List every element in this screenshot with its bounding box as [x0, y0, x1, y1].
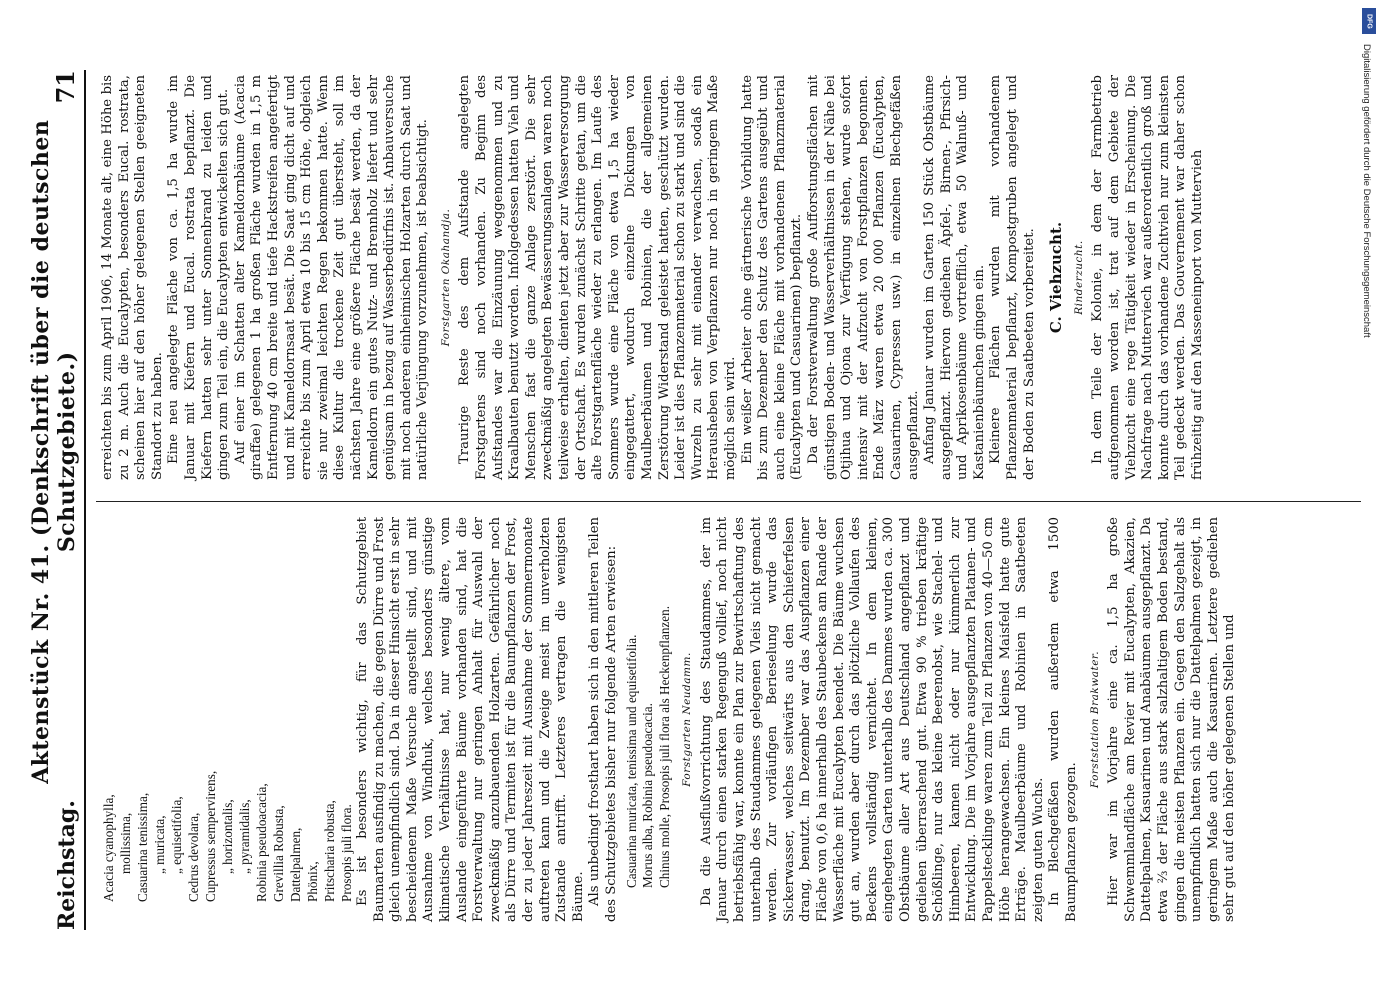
plant-list-item: Grevillia Robusta,: [271, 805, 286, 902]
paragraph: Traurige Reste des dem Aufstande angelegten Forstgartens sind noch vorhanden. Zu Beginn des Aufstandes war die Einzäunung weggenommen und zu Kraalbauten benutzt worden. Infolgedessen hatten Vieh und Menschen fast die ganze Anlage zerstört. Die sehr zweckmäßig angelegten Bewässerungsanlagen waren noch teilweise erhalten, dienten jetzt aber zur Wasserversorgung der Ortschaft. Es wurden zunächst Schritte getan, um die alte Forstgartenfläche wieder zu erlangen. Im Laufe des Sommers wurde eine Fläche von etwa 1,5 ha wieder eingegattert, wodurch einzelne Dickungen von Maulbeerbäumen und Robinien, die der allgemeinen Zerstörung Widerstand geleistet hatten, geschützt wurden. Leider ist dies Pflanzenmaterial schon zu stark und sind die Wurzeln zu sehr mit einander verwachsen, sodaß ein Herausheben von Verpflanzen nur noch in geringem Maße möglich sein wird.: [457, 75, 738, 480]
subheading: Forstgarten Okahandja.: [439, 208, 452, 347]
left-column: [100, 517, 1239, 922]
plant-list-item: Phönix,: [305, 861, 320, 902]
frost-hardy-item: Morus alba, Robinia pseudoacacia.: [640, 703, 656, 888]
plant-list-item: „ muricata,: [152, 815, 167, 874]
paragraph: Ein weißer Arbeiter ohne gärtnerische Vorbildung hatte bis zum Dezember den Schutz des Gartens ausgeübt und auch eine kleine Fläche mit vorhandenem Pflanzmaterial (Eucalypten und Casuarinen) bepflanzt.: [739, 75, 805, 480]
page-header: [28, 70, 86, 930]
plant-list: [100, 517, 355, 922]
paragraph: Da der Forstverwaltung große Aufforstungsflächen mit günstigen Boden- und Wasserverhältnissen in der Nähe bei Otjihua und Ojona zur Verfügung stehen, wurde sofort intensiv mit der Aufzucht von Forstpflanzen begonnen. Ende März waren etwa 20 000 Pflanzen (Eucalypten, Casuarinen, Cypressen usw.) in einzelnen Blechgefäßen ausgepflanzt.: [805, 75, 921, 480]
plant-list-item: „ horizontalis,: [220, 799, 235, 874]
paragraph: Da die Ausflußvorrichtung des Staudammes, der im Januar durch einen starken Regenguß vollief, noch nicht betriebsfähig war, konnte ein Plan zur Bewirtschaftung des unterhalb des Staudammes gelegenen Vleis nicht gemacht werden. Zur vorläufigen Berieselung wurde das Sickerwasser, welches seitwärts aus den Schieferfelsen drang, benutzt. Im Dezember war das Auspflanzen einer Fläche von 0,6 ha innerhalb des Staubeckens am Rande der Wasserfläche mit Eucalypten beendet. Die Bäume wuchsen gut an, wurden aber durch das plötzliche Vollaufen des Beckens vollständig vernichtet. In dem kleinen, eingehegten Garten unterhalb des Dammes wurden ca. 300 Obstbäume aller Art aus Deutschland angepflanzt und gediehen überraschend gut. Etwa 90 % trieben kräftige Schößlinge, nur das kleine Beerenobst, wie Stachel- und Himbeeren, kamen nicht oder nur kümmerlich zur Entwicklung. Die im Vorjahre ausgepflanzten Platanen- und Pappelstecklinge waren zum Teil zu Pflanzen von 40—50 cm Höhe herangewachsen. Ein kleines Maisfeld hatte gute Erträge. Maulbeerbäume und Robinien in Saatbeeten zeigten guten Wuchs.: [698, 517, 1046, 922]
digitization-note-text: Digitalisierung gefördert durch die Deutsche Forschungsgemeinschaft: [1361, 44, 1372, 338]
paragraph: Auf einer im Schatten alter Kameldornbäume (Acacia giraffae) gelegenen 1 ha großen Fläche wurden in 1,5 m Entfernung 40 cm breite und tiefe Hackstreifen angefertigt und mit Kameldornsaat besät. Die Saat ging dicht auf und erreichte bis zum April etwa 10 bis 15 cm Höhe, obgleich sie nur zweimal leichten Regen bekommen hatte. Wenn diese Kultur die trockene Zeit gut übersteht, soll im nächsten Jahre eine größere Fläche besät werden, da der Kameldorn ein gutes Nutz- und Brennholz liefert und sehr genügsam in bezug auf Wasserbedürfnis ist. Anbauversuche mit noch anderen einheimischen Holzarten durch Saat und natürliche Verjüngung vorzunehmen, ist beabsichtigt.: [232, 75, 431, 480]
section-heading: C. Viehzucht.: [1047, 221, 1066, 334]
paragraph: Als unbedingt frosthart haben sich in den mittleren Teilen des Schutzgebietes bisher nur folgende Arten erwiesen:: [587, 517, 619, 922]
paragraph: In Blechgefäßen wurden außerdem etwa 1500 Baumpflanzen gezogen.: [1047, 517, 1079, 922]
plant-list-item: Cupressus sempervirens,: [203, 770, 218, 902]
plant-list-item: Acacia cyanophylla,: [101, 794, 116, 902]
plant-list-item: „ pyramidalis,: [237, 799, 252, 874]
right-column: [100, 75, 1207, 480]
paragraph: Anfang Januar wurden im Garten 150 Stück Obstbäume ausgepflanzt. Hiervon gediehen Äpfel-, Birnen-, Pfirsich- und Aprikosenbäume vortrefflich, etwa 50 Walnuß- und Kastanienbäumchen gingen ein.: [922, 75, 987, 480]
subheading: Forststation Brakwater.: [1088, 650, 1101, 789]
plant-list-item: Robinia pseudoacacia,: [254, 783, 269, 902]
column-divider: [96, 501, 1361, 502]
plant-list-item: Prosopis juli flora.: [339, 804, 354, 902]
plant-list-item: „ equisetifolia,: [169, 796, 184, 874]
frost-hardy-item: Casuarina muricata, tenissima und equisetifolia.: [623, 634, 639, 888]
paragraph: erreichten bis zum April 1906, 14 Monate alt, eine Höhe bis zu 2 m. Auch die Eucalypten, besonders Eucal. rostrata, scheinen hier auf den höher gelegenen Stellen geeigneten Standort zu haben.: [100, 75, 165, 480]
digitization-note: [1360, 12, 1374, 612]
frost-hardy-list: [624, 517, 674, 922]
paragraph: Es ist besonders wichtig, für das Schutzgebiet Baumarten ausfindig zu machen, die gegen Dürre und Frost gleich unempfindlich sind. Da in dieser Hinsicht erst in sehr bescheidenem Maße Versuche angestellt sind, und mit Ausnahme von Windhuk, welches besonders günstige klimatische Verhältnisse hat, nur wenig ältere, vom Auslande eingeführte Bäume vorhanden sind, hat die Forstverwaltung nur geringen Anhalt für Auswahl der zweckmäßig anzubauenden Holzarten. Gefährlicher noch als Dürre und Termiten ist für die Baumpflanzen der Frost, der zu jeder Jahreszeit mit Ausnahme der Sommermonate auftreten kann und die Zweige meist im unverholzten Zustande antrifft. Letzteres vertragen die wenigsten Bäume.: [355, 517, 586, 922]
header-title: Aktenstück Nr. 41. (Denkschrift über die deutschen Schutzgebiete.): [28, 119, 80, 784]
paragraph: Hier war im Vorjahre eine ca. 1,5 ha große Schwemmlandfläche am Revier mit Eucalypten, Akazien, Dattelpalmen, Kasuarinen und Anabäumen ausgepflanzt. Da etwa ⅔ der Fläche aus stark salzhaltigem Boden bestand, gingen die meisten Pflanzen ein. Gegen den Salzgehalt als unempfindlich hatten sich nur die Dattelpalmen gezeigt, in geringem Maße auch die Kasuarinen. Letztere gediehen sehr gut auf den höher gelegenen Stellen und: [1106, 517, 1238, 922]
header-left: Reichstag.: [54, 800, 80, 930]
plant-list-item: Cedrus devolara,: [186, 812, 201, 902]
paragraph: Eine neu angelegte Fläche von ca. 1,5 ha wurde im Januar mit Kiefern und Eucal. rostrata bepflanzt. Die Kiefern hatten sehr unter Sonnenbrand zu leiden und gingen zum Teil ein, die Eucalypten entwickelten sich gut.: [166, 75, 232, 480]
plant-list-item: Pritscharia robusta,: [322, 800, 337, 902]
page-number: 71: [51, 70, 80, 104]
dfg-logo: DFG: [1362, 8, 1376, 34]
paragraph: In dem Teile der Kolonie, in dem der Farmbetrieb aufgenommen worden ist, trat auf dem Gebiete der Viehzucht eine rege Tätigkeit wieder in Erscheinung. Die Nachfrage nach Mutterviech war außerordentlich groß und konnte durch das vorhandene Zuchtvieh nur zum kleinsten Teil gedeckt werden. Das Gouvernement war daher schon frühzeitig auf den Masseneinport von Muttervieh: [1090, 75, 1205, 480]
paragraph: Kleinere Flächen wurden mit vorhandenem Pflanzenmaterial bepflanzt, Kompostgruben angelegt und der Boden zu Saatbeeten vorbereitet.: [988, 75, 1037, 480]
subheading: Forstgarten Neudamm.: [681, 652, 694, 787]
plant-list-item: mollissima,: [118, 812, 133, 874]
plant-list-item: Casuarina tenissima,: [135, 792, 150, 902]
subheading: Rinderzucht.: [1072, 240, 1085, 315]
frost-hardy-item: Chinus molle, Prosopis juli flora als Heckenpflanzen.: [656, 605, 672, 888]
plant-list-item: Dattelpalmen,: [288, 827, 303, 902]
